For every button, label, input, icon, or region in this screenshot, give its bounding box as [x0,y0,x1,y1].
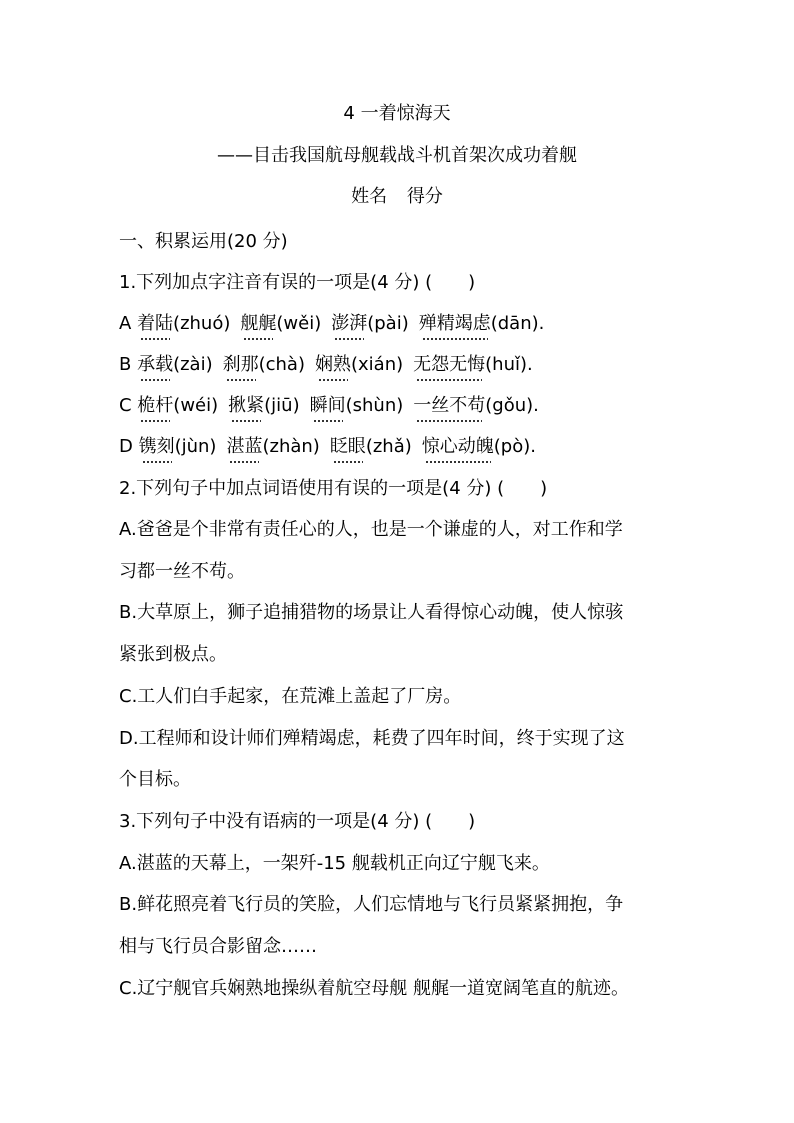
dotted-word: 揪紧 [228,393,264,419]
q2-option-d-line1: D.工程师和设计师们殚精竭虑，耗费了四年时间，终于实现了这 [119,728,625,749]
pinyin: (jiū) [264,395,300,416]
pinyin: (chà) [258,354,305,375]
pinyin: (wěi) [276,313,322,334]
pinyin: (wéi) [173,395,219,416]
q1-option-d [119,434,536,460]
question-3-stem: 3.下列句子中没有语病的一项是(4 分) ( ) [119,811,476,832]
section-heading: 一、积累运用(20 分) [119,231,288,252]
pinyin: (jùn) [174,436,217,457]
dotted-word: 澎湃 [331,311,367,337]
q3-option-c: C.辽宁舰官兵娴熟地操纵着航空母舰 舰艉一道宽阔笔直的航迹。 [119,978,630,999]
pinyin: (dān). [490,313,545,334]
dotted-word: 着陆 [137,311,173,337]
name-score-row [0,185,794,209]
dotted-word: 娴熟 [315,352,351,378]
dotted-word: 桅杆 [137,393,173,419]
pinyin: (zài) [173,354,213,375]
q1-option-c [119,393,539,419]
q2-option-b-line2: 紧张到极点。 [119,644,227,665]
q3-option-b-line2: 相与飞行员合影留念…… [119,936,317,957]
q2-option-a-line1: A.爸爸是个非常有责任心的人，也是一个谦虚的人，对工作和学 [119,519,623,540]
dotted-word: 镌刻 [139,434,175,460]
question-2-stem: 2.下列句子中加点词语使用有误的一项是(4 分) ( ) [119,478,548,499]
pinyin: (shùn) [345,395,404,416]
dotted-word: 一丝不苟 [413,393,485,419]
option-label: B [119,354,138,375]
dotted-word: 眨眼 [330,434,366,460]
dotted-word: 刹那 [223,352,259,378]
lesson-subtitle: ——目击我国航母舰载战斗机首架次成功着舰 [217,145,577,166]
pinyin: (huǐ). [485,354,533,375]
q2-option-c: C.工人们白手起家，在荒滩上盖起了厂房。 [119,686,462,707]
pinyin: (gǒu). [485,395,539,416]
q1-option-b [119,352,533,378]
q2-option-a-line2: 习都一丝不苟。 [119,561,245,582]
option-label: A [119,313,138,334]
option-label: D [119,436,139,457]
pinyin: (pài) [367,313,409,334]
question-1-stem: 1.下列加点字注音有误的一项是(4 分) ( ) [119,272,476,293]
name-label: 姓名 [351,186,388,207]
dotted-word: 无怨无悔 [413,352,485,378]
pinyin: (zhàn) [262,436,320,457]
pinyin: (zhǎ) [365,436,412,457]
dotted-word: 舰艉 [240,311,276,337]
pinyin: (pò). [493,436,536,457]
dotted-word: 瞬间 [310,393,346,419]
lesson-title: 4 一着惊海天 [343,103,451,124]
q2-option-d-line2: 个目标。 [119,769,191,790]
q1-option-a [119,311,544,337]
dotted-word: 惊心动魄 [422,434,494,460]
q3-option-b-line1: B.鲜花照亮着飞行员的笑脸，人们忘情地与飞行员紧紧拥抱，争 [119,894,624,915]
pinyin: (xián) [351,354,404,375]
dotted-word: 殚精竭虑 [419,311,491,337]
score-label: 得分 [406,186,443,207]
q2-option-b-line1: B.大草原上，狮子追捕猎物的场景让人看得惊心动魄，使人惊骇 [119,602,624,623]
dotted-word: 湛蓝 [226,434,262,460]
pinyin: (zhuó) [173,313,231,334]
dotted-word: 承载 [137,352,173,378]
option-label: C [119,395,138,416]
q3-option-a: A.湛蓝的天幕上，一架歼-15 舰载机正向辽宁舰飞来。 [119,853,550,874]
